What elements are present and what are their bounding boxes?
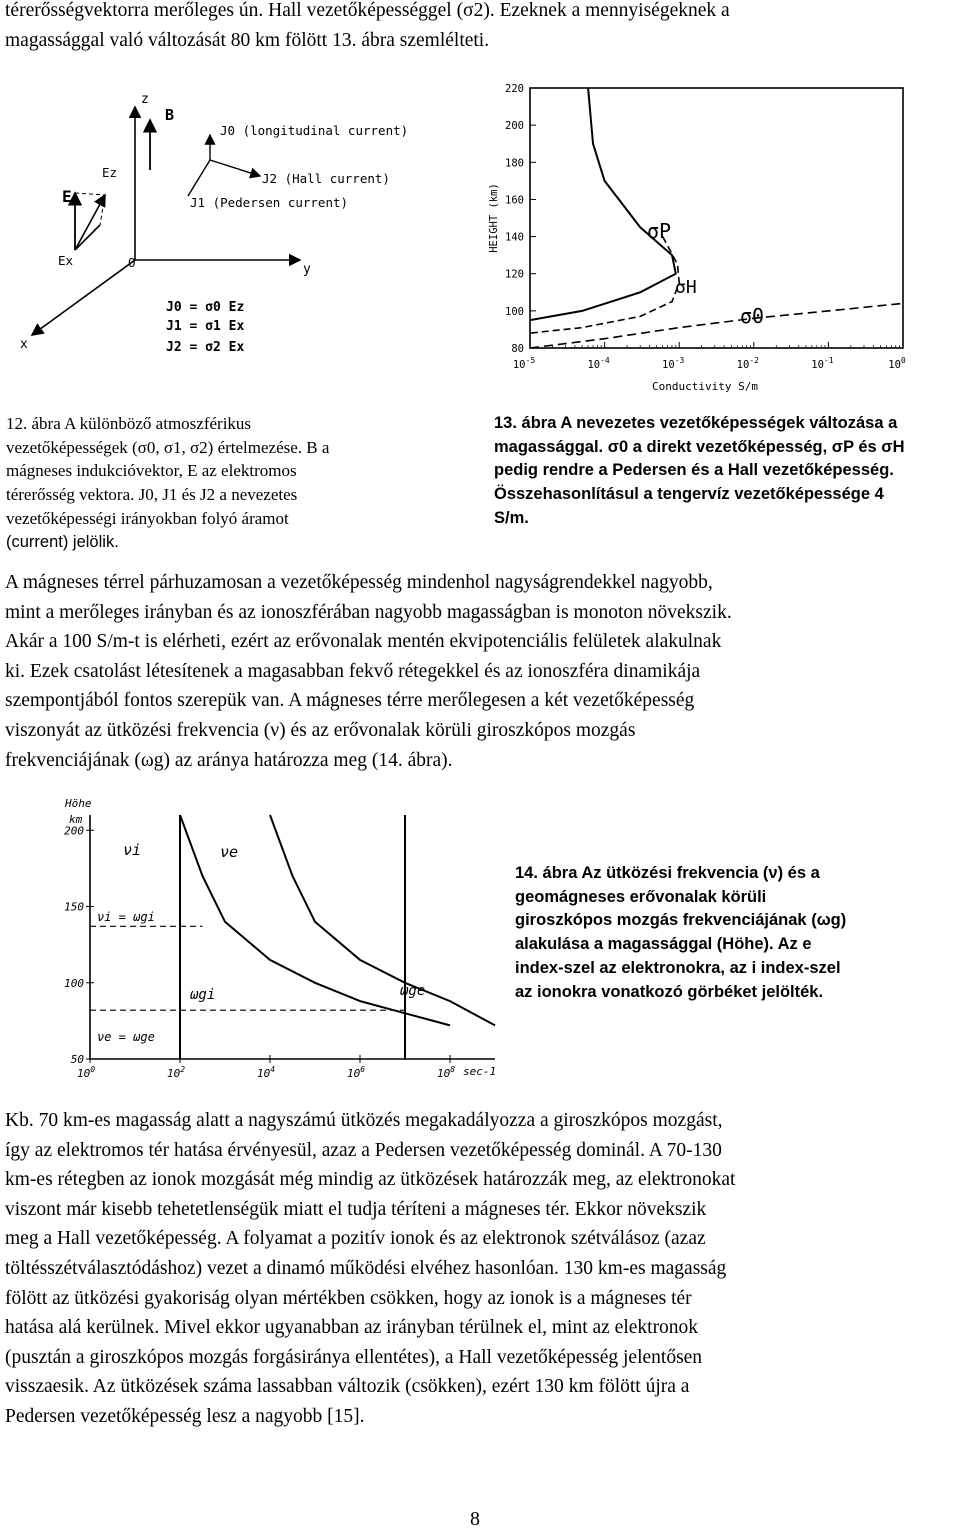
caption-line: térerősség vektora. J0, J1 és J2 a nevezetes: [6, 485, 298, 505]
text-line: km-es rétegben az ionok mozgását még mindig az ütközések határozzák meg, az elektronokat: [5, 1169, 736, 1191]
figure-12-diagram: [10, 85, 430, 375]
caption-line: index-szel az elektronokra, az i index-szel: [515, 958, 841, 977]
figure-12-caption: [6, 412, 450, 554]
x-tick-label: $10^6$: [346, 1065, 366, 1080]
y-tick-label: 180: [505, 157, 524, 170]
series-σP-line: [530, 88, 676, 320]
text-line: így az elektromos tér hatása érvényesül, azaz a Pedersen vezetőképesség dominál. A 70-130: [5, 1139, 722, 1161]
x-axis: [32, 260, 135, 335]
y-tick-label: 50: [70, 1053, 84, 1066]
x-tick-label: $10^0$: [76, 1065, 96, 1080]
page-number: 8: [470, 1508, 480, 1530]
caption-line: pedig rendre a Pedersen és a Hall vezetőképesség.: [494, 461, 894, 480]
caption-line: Összehasonlításul a tengervíz vezetőképessége 4: [494, 485, 884, 504]
caption-line: vezetőképességek (σ0, σ1, σ2) értelmezése. B a: [6, 437, 330, 457]
figure-14-chart: [55, 795, 500, 1085]
y-tick-label: 200: [505, 120, 524, 133]
caption-line: geomágneses erővonalak körüli: [515, 887, 767, 906]
text-line: Kb. 70 km-es magasság alatt a nagyszámú ütközés megakadályozza a giroszkópos mozgást,: [5, 1110, 723, 1131]
x-tick-label: $10^{-3}$: [662, 356, 685, 371]
y-tick-label: 220: [505, 83, 524, 95]
caption-line: 13. ábra A nevezetes vezetőképességek változása a: [494, 414, 898, 432]
x-tick-label: $10^4$: [256, 1065, 276, 1080]
label-j1: J1 (Pedersen current): [190, 195, 349, 210]
label-b: B: [165, 106, 175, 124]
caption-line: 12. ábra A különböző atmoszférikus: [6, 414, 252, 433]
equation-j0: J0 = σ0 Ez: [166, 300, 245, 315]
label-ez: Ez: [102, 165, 118, 180]
label-e: E: [62, 187, 72, 206]
text-line: A mágneses térrel párhuzamosan a vezetőképesség mindenhol nagyságrendekkel nagyobb,: [5, 572, 713, 593]
text-line: viszonyát az ütközési frekvencia (ν) és az erővonalak körüli giroszkópos mozgás: [5, 719, 636, 741]
text-line: Akár a 100 S/m-t is elérheti, ezért az erővonalak mentén ekvipotenciális felületek alakulnak: [5, 631, 722, 653]
label-z: z: [141, 92, 149, 107]
text-line: visszaesik. Az ütközések száma lassabban változik (csökken), ezért 130 km fölött újra a: [5, 1376, 690, 1398]
caption-line: (current) jelölik.: [6, 532, 119, 551]
label-y: y: [303, 262, 311, 277]
nu-e-label: νe: [220, 843, 239, 861]
omega-gi-label: ωgi: [190, 987, 216, 1003]
text-line: Pedersen vezetőképesség lesz a nagyobb [15].: [5, 1405, 365, 1427]
caption-line: 14. ábra Az ütközési frekvencia (ν) és a: [515, 864, 820, 882]
label-j0: J0 (longitudinal current): [220, 123, 409, 138]
series-σH-line: [530, 237, 679, 334]
label-x: x: [20, 337, 28, 352]
y-tick-label: 100: [505, 305, 524, 318]
caption-line: mágneses indukcióvektor, E az elektromos: [6, 461, 297, 481]
paragraph-2: [5, 1106, 955, 1432]
equation-j1: J1 = σ1 Ex: [166, 319, 245, 334]
e-dashed-line: [75, 193, 105, 195]
x-tick-label: $10^2$: [166, 1065, 186, 1080]
x-tick-label: $10^{-1}$: [811, 356, 834, 371]
equation-nu-i: νi = ωgi: [97, 910, 155, 924]
text-line: meg a Hall vezetőképesség. A folyamat a pozitív ionok és az elektronok szétválásoz (azaz: [5, 1228, 706, 1250]
figure-13-chart: [485, 78, 905, 398]
y-tick-label: 140: [505, 231, 524, 244]
j1-vector: [188, 160, 210, 196]
figure-13-caption: [494, 412, 954, 531]
equation-j2: J2 = σ2 Ex: [166, 340, 245, 355]
label-ex: Ex: [58, 253, 74, 268]
y-tick-label: 120: [505, 268, 524, 281]
caption-line: alakulása a magassággal (Höhe). Az e: [515, 935, 812, 954]
equation-nu-e: νe = ωge: [97, 1030, 155, 1044]
intro-line: térerősségvektorra merőleges ún. Hall vezetőképességgel (σ2). Ezeknek a mennyiségeknek a: [5, 0, 730, 21]
text-line: (pusztán a giroszkópos mozgás forgásiránya ellentétes), a Hall vezetőképesség jelentősen: [5, 1346, 703, 1368]
caption-line: az ionokra vonatkozó görbéket jelölték.: [515, 982, 824, 1001]
text-line: mint a merőleges irányban és az ionoszférában nagyobb magasságban is monoton növekszik.: [5, 601, 732, 623]
ez-vector: [75, 195, 105, 250]
omega-ge-label: ωge: [400, 983, 426, 999]
x-unit-label: sec-1: [463, 1065, 497, 1078]
text-line: ki. Ezek csatolást létesítenek a magasabban fekvő rétegekkel és az ionoszféra dinamikája: [5, 660, 701, 682]
nu-i-label: νi: [123, 841, 142, 859]
j2-vector: [210, 160, 260, 176]
intro-text: [5, 0, 957, 55]
y-axis-label: HEIGHT (km): [488, 183, 500, 253]
text-line: viszont már kisebb tehetetlenségük miatt el tudja téríteni a mágneses tér. Ekkor növekszik: [5, 1198, 707, 1220]
sigma-h-label: σH: [675, 277, 697, 298]
text-line: szempontjából fontos szerepük van. A mágneses térre merőlegesen a két vezetőképesség: [5, 690, 695, 712]
caption-line: S/m.: [494, 508, 529, 527]
y-tick-label: 160: [505, 194, 524, 207]
label-origin: O: [128, 255, 136, 270]
y-axis-label-km: km: [69, 813, 83, 826]
x-tick-label: $10^{-5}$: [512, 356, 536, 371]
caption-line: giroszkópos mozgás frekvenciájának (ωg): [515, 911, 847, 930]
caption-line: vezetőképességi irányokban folyó áramot: [6, 508, 289, 528]
intro-line: magassággal való változását 80 km fölött 13. ábra szemlélteti.: [5, 29, 490, 51]
series-νe-line: [270, 815, 495, 1025]
sigma-p-label: σP: [647, 219, 672, 243]
y-tick-label: 80: [511, 343, 524, 355]
y-tick-label: 200: [64, 824, 84, 838]
caption-line: magassággal. σ0 a direkt vezetőképesség, σP és σH: [494, 437, 905, 456]
y-tick-label: 150: [64, 900, 84, 914]
text-line: fölött az ütközési gyakoriság olyan mértékben csökken, hogy az ionok is a mágneses tér: [5, 1287, 692, 1309]
sigma-0-label: σ0: [740, 304, 765, 328]
x-axis-label: Conductivity S/m: [652, 380, 758, 393]
y-axis-label-hohe: Höhe: [65, 797, 92, 810]
figure-14-caption: [515, 862, 901, 1004]
y-tick-label: 100: [64, 976, 84, 990]
text-line: hatása alá kerülnek. Mivel ekkor ugyanabban az irányban térülnek el, mint az elektronok: [5, 1317, 699, 1339]
paragraph-1: [5, 568, 955, 775]
text-line: frekvenciájának (ωg) az aránya határozza meg (14. ábra).: [5, 749, 453, 771]
x-tick-label: $10^{-2}$: [736, 356, 759, 371]
x-tick-label: $10^{-4}$: [587, 356, 610, 371]
x-tick-label: $10^0$: [888, 356, 906, 371]
x-tick-label: $10^8$: [436, 1065, 456, 1080]
text-line: töltésszétválasztódáshoz) vezet a dinamó működési elvéhez hasonlóan. 130 km-es magasság: [5, 1257, 727, 1279]
label-j2: J2 (Hall current): [262, 171, 390, 186]
